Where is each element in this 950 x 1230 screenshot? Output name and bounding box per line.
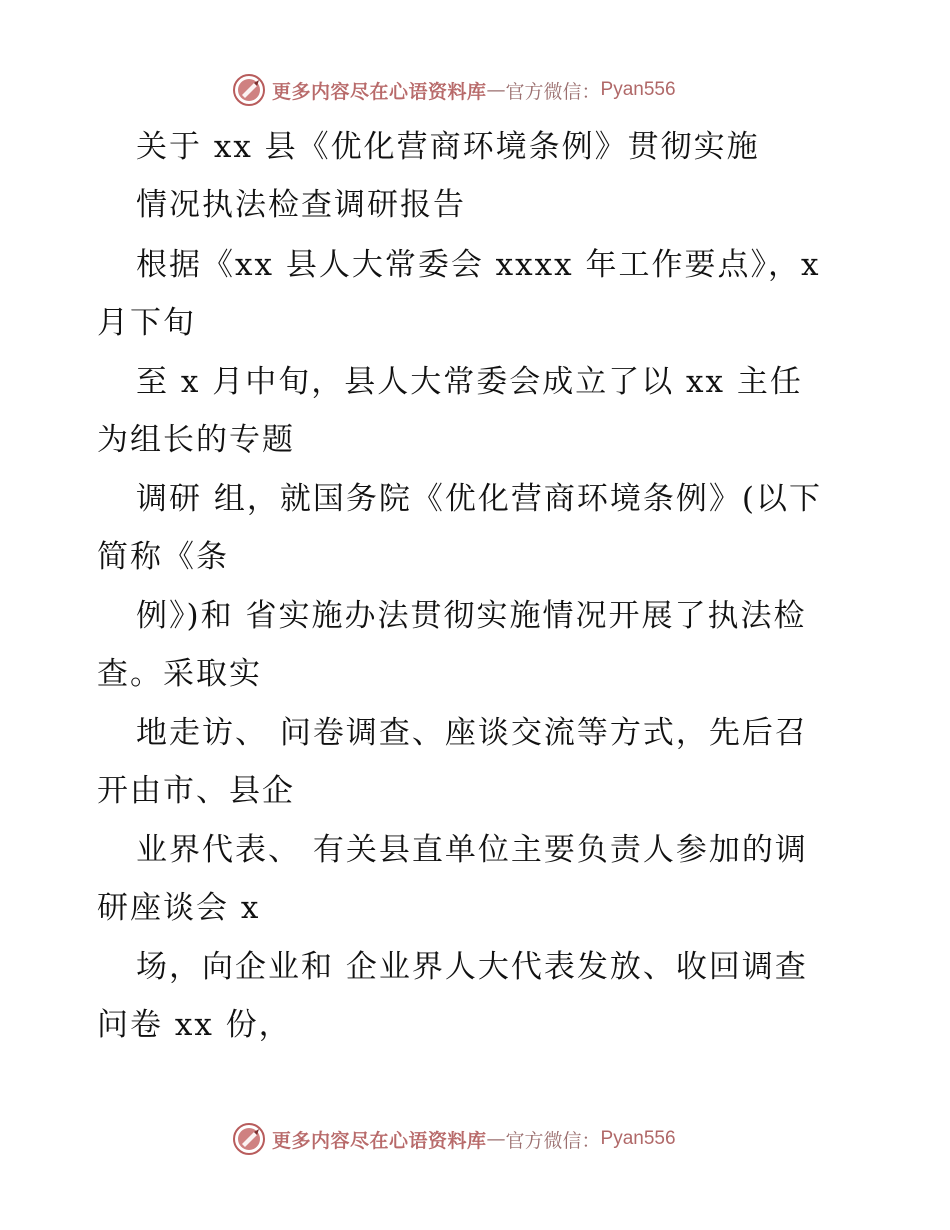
watermark-text: 更多内容尽在心语资料库 — [272, 80, 487, 103]
paragraph-line: 根据《xx 县人大常委会 xxxx 年工作要点》，x — [136, 247, 821, 283]
paragraph-line: 开由市、县企 — [97, 773, 295, 809]
paragraph-line: 月下旬 — [97, 305, 196, 341]
watermark-wechat-label: 官方微信： — [505, 80, 601, 103]
watermark-separator: — — [486, 1128, 506, 1150]
watermark-wechat-label: 官方微信： — [505, 1129, 601, 1152]
watermark-separator: — — [486, 79, 506, 101]
red-seal-logo-icon — [232, 1122, 266, 1156]
paragraph-line: 简称《条 — [97, 539, 229, 575]
watermark-wechat-id: Pyan556 — [600, 79, 676, 100]
watermark-text: 更多内容尽在心语资料库 — [272, 1129, 487, 1152]
footer-watermark — [232, 1122, 676, 1156]
paragraph-line: 地走访、 问卷调查、座谈交流等方式，先后召 — [136, 715, 808, 751]
paragraph-line: 调研 组，就国务院《优化营商环境条例》(以下 — [136, 481, 822, 517]
paragraph-line: 研座谈会 x — [97, 890, 261, 926]
paragraph-line: 查。采取实 — [97, 656, 262, 692]
document-title-line-2: 情况执法检查调研报告 — [136, 187, 466, 223]
paragraph-line: 业界代表、 有关县直单位主要负责人参加的调 — [136, 832, 808, 868]
header-watermark — [232, 73, 676, 107]
watermark-wechat-id: Pyan556 — [600, 1128, 676, 1149]
paragraph-line: 场，向企业和 企业界人大代表发放、收回调查 — [136, 949, 808, 985]
document-title-line-1: 关于 xx 县《优化营商环境条例》贯彻实施 — [136, 129, 760, 165]
paragraph-line: 问卷 xx 份， — [97, 1007, 292, 1043]
paragraph-line: 例》)和 省实施办法贯彻实施情况开展了执法检 — [136, 598, 807, 634]
paragraph-line: 为组长的专题 — [97, 422, 295, 458]
red-seal-logo-icon — [232, 73, 266, 107]
paragraph-line: 至 x 月中旬，县人大常委会成立了以 xx 主任 — [136, 364, 803, 400]
